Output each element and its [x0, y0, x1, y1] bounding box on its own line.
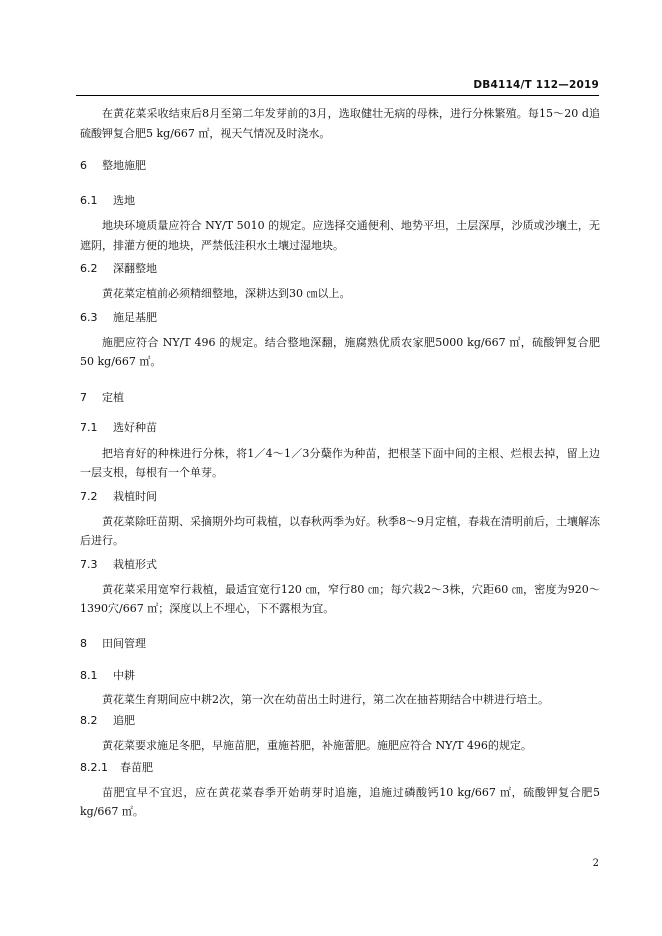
section-title: 栽植时间	[113, 489, 157, 503]
section-title: 春苗肥	[120, 760, 153, 774]
section-number: 8.2.1	[80, 760, 108, 774]
section-number: 8.1	[80, 668, 98, 682]
section-heading-8	[80, 636, 600, 652]
section-number: 7	[80, 390, 87, 404]
section-number: 7.1	[80, 420, 98, 434]
paragraph-deep-tillage: 黄花菜定植前必须精细整地，深耕达到30 ㎝以上。	[102, 287, 351, 300]
section-title: 整地施肥	[102, 159, 146, 172]
section-title: 定植	[102, 390, 124, 404]
paragraph-topdressing: 黄花菜要求施足冬肥，早施苗肥，重施苔肥，补施蕾肥。施肥应符合 NY/T 496的规定。	[102, 739, 532, 752]
paragraph-spring-seedling-fertilizer: 苗肥宜早不宜迟，应在黄花菜春季开始萌芽时追施，追施过磷酸钙10 kg/667 ㎡，硫酸钾复合肥5 kg/667 ㎡。	[80, 785, 600, 818]
page-number: 2	[592, 858, 599, 869]
section-title: 深翻整地	[113, 262, 157, 275]
subsection-heading-8-2	[80, 713, 600, 729]
section-number: 6.3	[80, 310, 98, 324]
paragraph-base-fertilizer: 施肥应符合 NY/T 496 的规定。结合整地深翻，施腐熟优质农家肥5000 kg/667 ㎡，硫酸钾复合肥50 kg/667 ㎡。	[80, 335, 600, 368]
section-number: 6.2	[80, 262, 98, 275]
section-title: 施足基肥	[113, 310, 157, 324]
section-title: 选好种苗	[113, 420, 157, 434]
paragraph-seedling-selection: 把培育好的种株进行分株，将1／4～1／3分蘖作为种苗，把根茎下面中间的主根、烂根去掉，留上边一层支根，每根有一个单芽。	[80, 446, 600, 479]
subsection-heading-6-1	[80, 193, 600, 209]
section-title: 追肥	[113, 714, 135, 727]
paragraph-cultivation: 黄花菜生育期间应中耕2次，第一次在幼苗出土时进行，第二次在抽苔期结合中耕进行培土。	[102, 692, 549, 706]
document-body	[80, 104, 600, 822]
section-number: 6	[80, 159, 87, 172]
paragraph-site-selection: 地块环境质量应符合 NY/T 5010 的规定。应选择交通便利、地势平坦，土层深厚，沙质或沙壤土，无遮阴，排灌方便的地块，严禁低洼积水土壤过湿地块。	[80, 219, 600, 252]
subsection-heading-7-1	[80, 420, 600, 436]
header-rule	[76, 95, 599, 96]
section-number: 8	[80, 636, 87, 650]
section-heading-7	[80, 390, 600, 406]
paragraph-planting-pattern: 黄花菜采用宽窄行栽植，最适宜宽行120 ㎝，窄行80 ㎝；每穴栽2～3株，穴距60 ㎝，密度为920～1390穴/667 ㎡；深度以上不埋心，下不露根为宜。	[80, 582, 600, 615]
subsection-heading-6-2	[80, 261, 600, 277]
section-title: 田间管理	[102, 636, 146, 650]
paragraph-propagation: 在黄花菜采收结束后8月至第二年发芽前的3月，选取健壮无病的母株，进行分株繁殖。每15～20 d追硫酸钾复合肥5 kg/667 ㎡，视天气情况及时浇水。	[80, 107, 600, 140]
subsection-heading-8-2-1	[80, 760, 600, 776]
document-code: DB4114/T 112—2019	[473, 79, 599, 91]
section-number: 8.2	[80, 714, 98, 727]
section-number: 7.2	[80, 489, 98, 503]
subsection-heading-7-2	[80, 489, 600, 505]
subsection-heading-7-3	[80, 557, 600, 573]
subsection-heading-8-1	[80, 668, 600, 684]
section-title: 中耕	[113, 668, 135, 682]
section-number: 6.1	[80, 194, 98, 207]
paragraph-planting-time: 黄花菜除旺苗期、采摘期外均可栽植，以春秋两季为好。秋季8～9月定植，春栽在清明前后，土壤解冻后进行。	[80, 514, 600, 547]
section-number: 7.3	[80, 557, 98, 571]
section-title: 栽植形式	[113, 557, 157, 571]
section-heading-6	[80, 158, 600, 174]
subsection-heading-6-3	[80, 310, 600, 326]
section-title: 选地	[113, 194, 135, 207]
